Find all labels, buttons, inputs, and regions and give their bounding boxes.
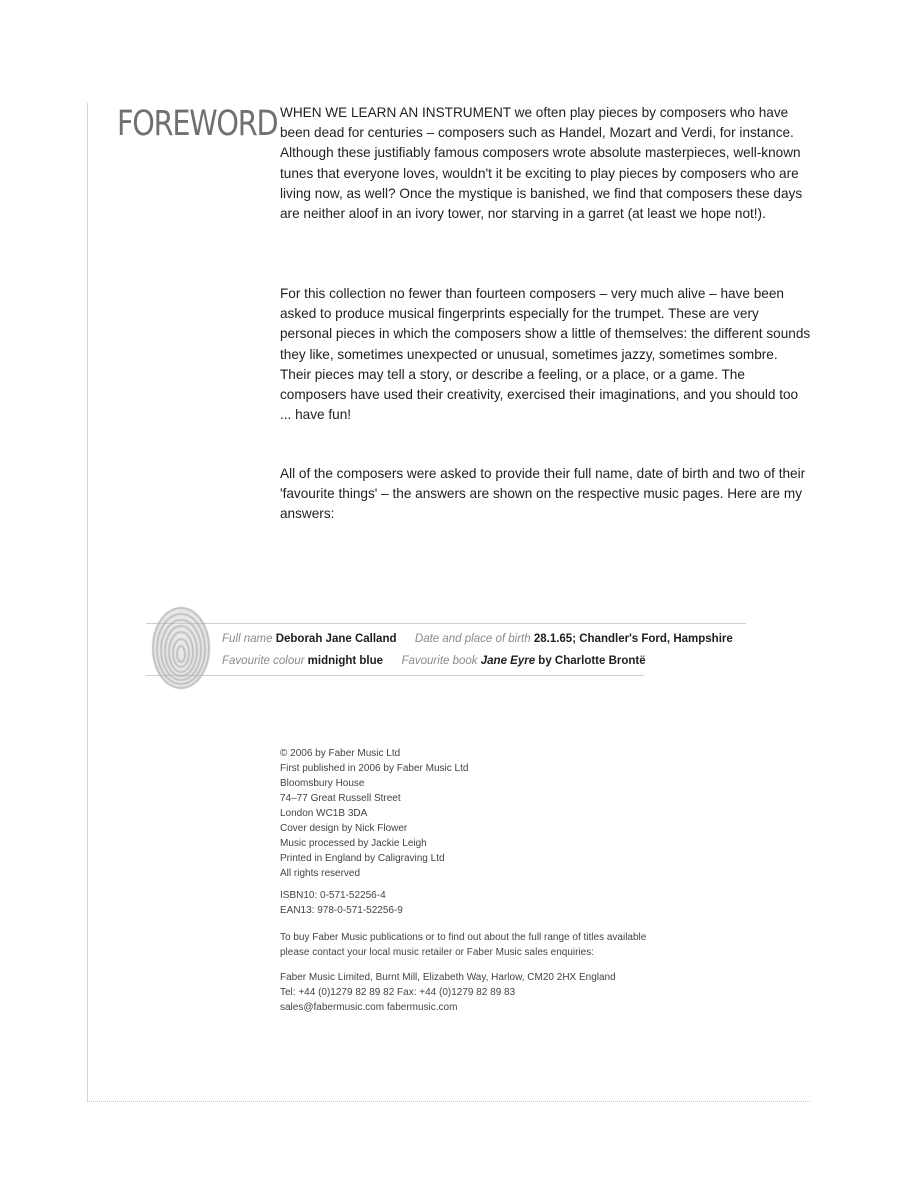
pub-line: London WC1B 3DA bbox=[280, 808, 368, 819]
birth-value: 28.1.65; Chandler's Ford, Hampshire bbox=[533, 633, 733, 645]
isbn-details bbox=[280, 888, 403, 918]
pub-line: © 2006 by Faber Music Ltd bbox=[280, 748, 401, 759]
foreword-paragraph-2: For this collection no fewer than fourteen composers – very much alive – have been asked to produce musical fingerprints especially for the trumpet. These are very personal pieces in which the composers show a little of themselves: the different sounds they like, sometimes unexpected or unusual, sometimes jazzy, sometimes sombre. Their pieces may tell a story, or describe a feeling, or a place, or a game. The composers have used their creativity, exercised their imaginations, and you should too ... have fun! bbox=[280, 286, 811, 423]
pub-line: Bloomsbury House bbox=[280, 778, 365, 789]
web-line: sales@fabermusic.com fabermusic.com bbox=[280, 1002, 458, 1013]
book-value bbox=[481, 655, 646, 667]
birth-label: Date and place of birth bbox=[414, 633, 531, 645]
info-rule-bottom bbox=[146, 675, 644, 676]
full-name-label: Full name bbox=[222, 633, 273, 645]
foreword-paragraph-3: All of the composers were asked to provide their full name, date of birth and two of their 'favourite things' – the answers are shown on the respective music pages. Here are my answers: bbox=[280, 466, 806, 522]
fingerprint-icon bbox=[146, 600, 216, 696]
address-line: Faber Music Limited, Burnt Mill, Elizabeth Way, Harlow, CM20 2HX England bbox=[280, 972, 616, 983]
foreword-paragraph-1 bbox=[280, 103, 812, 224]
isbn10: ISBN10: 0-571-52256-4 bbox=[280, 890, 386, 901]
paragraph-body: we often play pieces by composers who have been dead for centuries – composers such as Handel, Mozart and Verdi, for instance. Although these justifiably famous composers wrote absolute masterpieces, well-known tunes that everyone loves, wouldn't it be exciting to play pieces by composers who are living now, as well? Once the mystique is banished, we find that composers these days are neither aloof in an ivory tower, nor starving in a garret (at least we hope not!). bbox=[280, 105, 803, 222]
contact-info bbox=[280, 970, 616, 1015]
purchase-info bbox=[280, 930, 646, 960]
phone-line: Tel: +44 (0)1279 82 89 82 Fax: +44 (0)1279 82 89 83 bbox=[280, 987, 516, 998]
composer-info-line-1 bbox=[222, 631, 733, 647]
publication-details bbox=[280, 746, 468, 881]
full-name-value: Deborah Jane Calland bbox=[275, 633, 397, 645]
book-title: Jane Eyre bbox=[480, 655, 536, 667]
composer-info-line-2 bbox=[222, 653, 646, 669]
pub-line: First published in 2006 by Faber Music Ltd bbox=[280, 763, 469, 774]
buy-line: To buy Faber Music publications or to find out about the full range of titles available bbox=[280, 932, 647, 943]
info-rule-top bbox=[146, 623, 746, 624]
pub-line: Printed in England by Caligraving Ltd bbox=[280, 853, 445, 864]
book-author: by Charlotte Brontë bbox=[535, 655, 646, 667]
pub-line: Cover design by Nick Flower bbox=[280, 823, 408, 834]
colour-label: Favourite colour bbox=[222, 655, 305, 667]
page-title: FOREWORD bbox=[117, 104, 278, 144]
paragraph-lead: WHEN WE LEARN AN INSTRUMENT bbox=[280, 105, 511, 120]
ean13: EAN13: 978-0-571-52256-9 bbox=[280, 905, 403, 916]
pub-line: Music processed by Jackie Leigh bbox=[280, 838, 427, 849]
buy-line: please contact your local music retailer or Faber Music sales enquiries: bbox=[280, 947, 595, 958]
book-label: Favourite book bbox=[401, 655, 478, 667]
pub-line: 74–77 Great Russell Street bbox=[280, 793, 401, 804]
colour-value: midnight blue bbox=[307, 655, 384, 667]
page-edge-left bbox=[87, 103, 88, 1101]
pub-line: All rights reserved bbox=[280, 868, 361, 879]
page-edge-bottom bbox=[87, 1101, 810, 1102]
